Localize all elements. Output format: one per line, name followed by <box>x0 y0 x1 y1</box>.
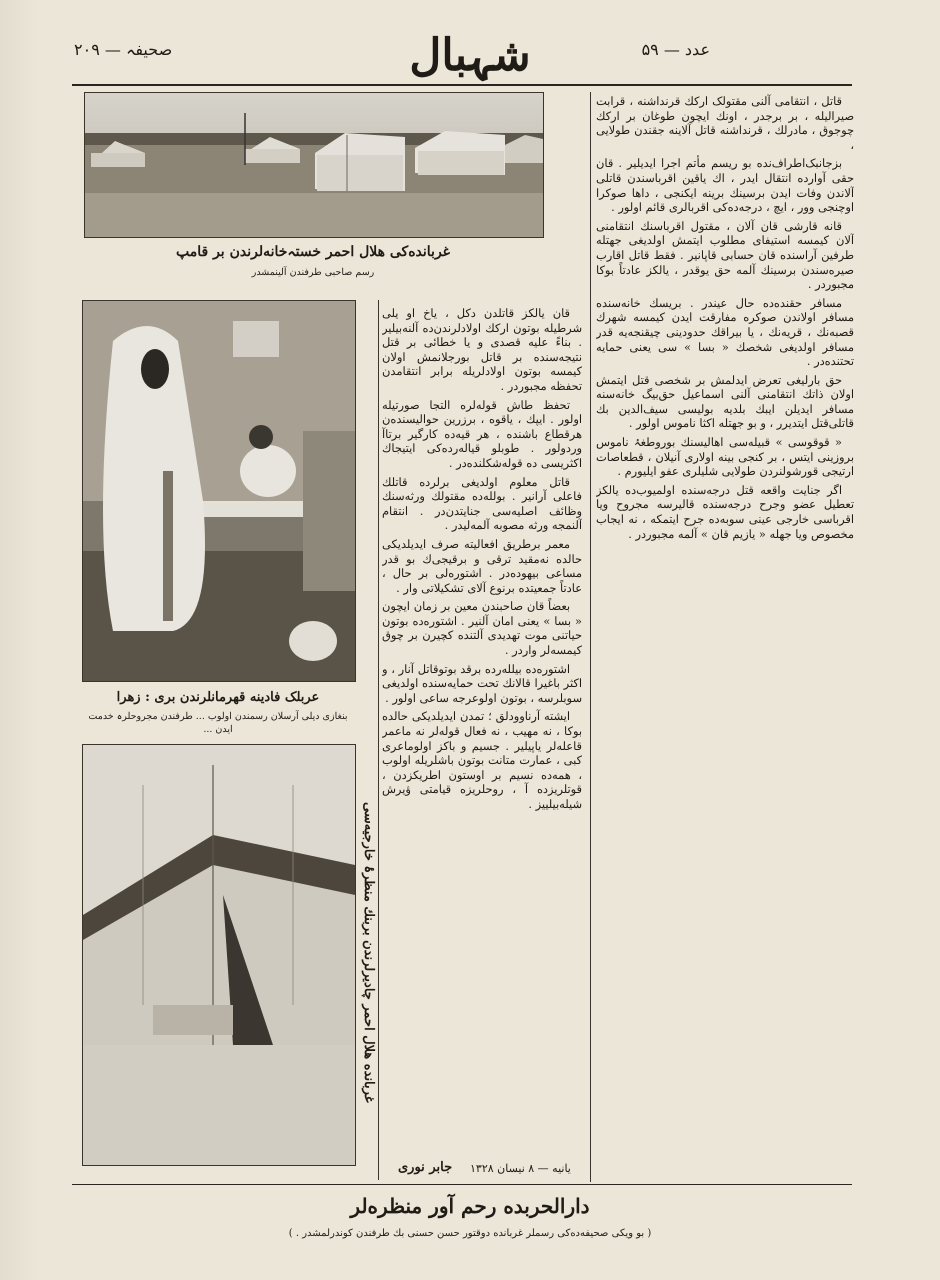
middle-text-column <box>382 306 582 1148</box>
nurse-caption: عربلک فادینه قهرمانلرندن بری : زهرا <box>116 690 320 705</box>
tent-camp-photo-icon <box>85 93 543 237</box>
column-divider <box>590 92 591 1182</box>
right-text-column <box>596 94 854 1178</box>
issue-number: عدد — ۵۹ <box>641 40 710 59</box>
paragraph: قان یالكز قاتلدن دكل ، یاخ او یلی شرطیله بوتون اركك اولادلرندن‌ده آلنه‌بیلیر . بناءً علیه قصدی و یا خطائی بر قتل نتیجه‌سنده بر قاتل بورجلانمش اولان کیمسه بوتون اولادلریله برابر انتقامدن تحفظه مجبوردر . <box>382 306 582 393</box>
paragraph: قاتل ، انتقامی آلنی مقتولک اركك قرنداشنه ، قرابت صیرالیله ، بر برجدر ، اونك ایچون طوغان بر اركك چوجوق ، مادرلك ، قرنداشنه قاتل آلاینه جقندن طولایی ، <box>596 94 854 152</box>
nurse-with-child-photo-icon <box>83 301 355 681</box>
paragraph: اگر جنایت واقعه قتل درجه‌سنده اولمیوب‌ده یالکز تعطیل عضو وجرح درجه‌سنده قالیرسه مجروح ویا اقرباسی خارجی عینی سوبه‌ده جرح ایتمكه ، نه ایجاب مخصوص ویا جهله « یازیم قان » آلمه مجبوردر . <box>596 482 854 541</box>
paragraph: ایشته آرناوودلق ؛ تمدن ایدیلدیكی حالده بوکا ، نه مهیب ، نه فعال قوله‌لر نه ماعمر قاعله‌لر یاپیلیر . جسیم و باکز اولوماعری کبی ، عمارت متانت بوتون باشلریله اولوب ، همه‌ده نسیم بر اوستون اطریكزدن ، قوتلریزده آ ، روحلریزه قیامتی ۋیرش شیله‌بیلییز . <box>382 709 582 811</box>
paragraph: قانه قارشی قان آلان ، مقتول اقرباسنك انتقامنی آلان كیمسه استیفای مطلوب ایتمش اولدیغی جهتله طرفین آراسنده قان حسابی قاپانیر . فقط قاتل اقارب صیره‌سندن برسینك آلمه حق یوقدر ، یالكز عادتاً بوكا مجبوردر . <box>596 218 854 292</box>
nurse-photo <box>82 300 356 682</box>
tent-photo <box>82 744 356 1166</box>
camp-subcaption: رسم صاحبی طرفندن آلینمشدر <box>251 267 375 278</box>
header-rule <box>72 84 852 86</box>
dateline: یانیه — ۸ نیسان ۱۳۲۸ <box>470 1162 571 1175</box>
middle-column-left-rule <box>378 300 379 1180</box>
footer-rule <box>72 1184 852 1185</box>
footer-title: دارالحربده رحم آور منظره‌لر <box>350 1194 590 1218</box>
paragraph: معمر برطریق افعالیته صرف ایدیلدیكی حالده نه‌مقید ترقی و برقیجی‌ك بو قدر مساعی بیهوده‌در . اشتوره‌لی بر حال ، عادتاً جمعیتده برنوع آلای تشكیلاتی وار . <box>382 536 582 595</box>
paragraph: بعضاً قان صاحبندن معین بر زمان ایچون « بسا » یعنی امان آلنیر . اشتوره‌ده بوتون حیاتنی موت تهدیدی آلتنده كچیرن بر چوق کیمسه‌لر واردر . <box>382 599 582 658</box>
author-signature: جابر نوری <box>398 1160 453 1175</box>
nurse-subcaption: بنغازی دیلی آرسلان رسمندن اولوب ... طرفندن مجروحلرہ خدمت ایدن ... <box>88 711 348 735</box>
camp-photo <box>84 92 544 238</box>
masthead-title: شہبال <box>409 30 531 81</box>
paragraph: بزجانبک‌اطراف‌نده بو ریسم مأتم اجرا ایدیلیر . قان حقی آوارده انتقال ایدر ، اك یاقین اقرباسندن قاتلی آلاندن وفات ایدن برسینك برینه ایكنجی ، داها صوكرا اوچنجی وور ، ایچ ، درجه‌ده‌کی اقربالری قائم اولور . <box>596 156 854 215</box>
paragraph: اشتوره‌ده بیلله‌رده برقد بوتوقاتل آنار ، و اکثر باغیرا قالانك تحت حمایه‌سنده اولدیغی سوبلرسه ، بوتون اولوعرجه ساعی اولور . <box>382 661 582 705</box>
tent-caption: غربانده هلال احمر چادیرلرندن بربنك منظرۂ خارجیه‌سی <box>361 801 376 1103</box>
paragraph: قاتل معلوم اولدیغی برلرده قاتلك فاعلی آرانیر . بولله‌ده مقتولك ورثه‌سنك وظائف اصلیه‌سی جنایتدن‌در . انتقام آلنمجه ورثه مصوبه آلمه‌لیدر . <box>382 474 582 533</box>
camp-caption: غربانده‌کی هلال احمر خستہ‌خانه‌لرندن بر قامپ <box>176 244 450 260</box>
footer-subtitle: ( بو ویکی صحیفه‌ده‌کی رسملر غربانده دوقتور حسن حسنی بك طرفندن کوندرلمشدر . ) <box>288 1228 652 1239</box>
paragraph: حق بارلیغی تعرض ایدلمش بر شخصی قتل ایتمش اولان ذاتك انتقامنی آلنی اسماعیل حق‌بیگ خانه‌سنه مسافر ایدیلن ایبك بلدیه بولیسی سیف‌الدین بك قاتلی‌قتل ایتدیرر ، و بو جهتله اکثا ناموس اولور . <box>596 372 854 431</box>
paragraph: مسافر حقنده‌ده حال عیندر . بریسك خانه‌سنده مسافر اولاندن صوكره مفارقت ایدن کیمسه شهرك قصبه‌نك ، قریه‌نك ، یا بیراقك حدودینی چیقنجه‌یه قدر مسافر اولدیغی شخصك « بسا » سی یعنی حمایه تحتنده‌در . <box>596 295 854 369</box>
page-number: صحیفہ — ۲۰۹ <box>74 40 173 59</box>
paragraph: تحفظ طاش قوله‌لره التجا صورتیله اولور . ایپك ، یاقوه ، برزرین حوالیسنده‌ن هرقطاع باشنده ، هر قیه‌ده کارگیر برتاآ وردولور . طوبلو قیاله‌رده‌کی ایتیجاك اكثریسی ده قوله‌شکلنده‌در . <box>382 397 582 470</box>
paragraph: « قوقوسی » قبیله‌سی اهالیسنك بوروطغۂ ناموس بروزینی ایتس ، بر کنجی بینه اولاری آنیلان ، قطعاصات ارتیجی قورشولنردن طولایی شلیلری عفو ایلیورم . <box>596 435 854 479</box>
tent-interior-photo-icon <box>83 745 355 1165</box>
